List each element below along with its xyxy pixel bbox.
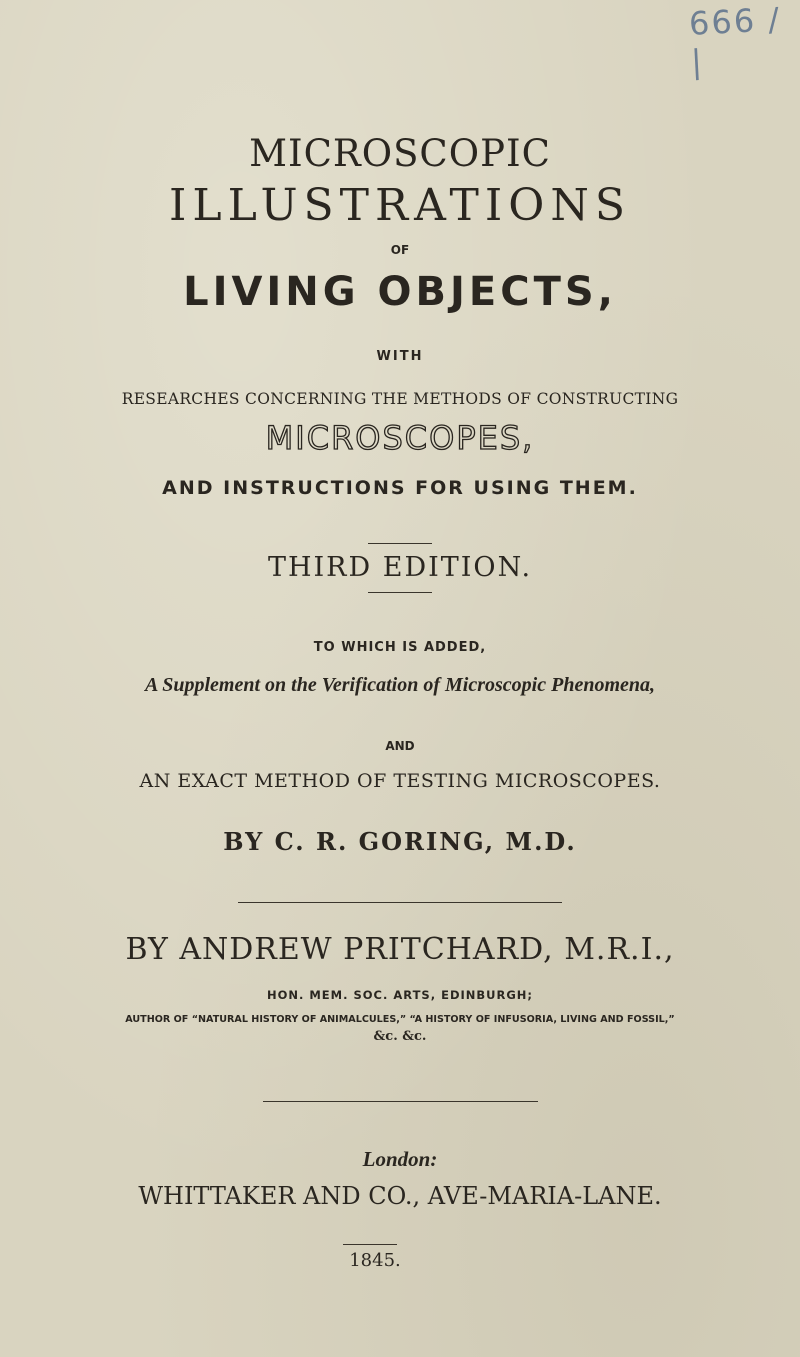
title-line-microscopic: MICROSCOPIC xyxy=(249,132,551,175)
title-line-microscopes: MICROSCOPES, xyxy=(265,419,535,457)
author-etc: &c. &c. xyxy=(373,1029,427,1044)
divider-wide-2 xyxy=(263,1101,538,1102)
author-honours: HON. MEM. SOC. ARTS, EDINBURGH; xyxy=(266,988,534,1002)
imprint-city: London: xyxy=(362,1147,438,1171)
divider-short-1 xyxy=(368,543,432,544)
title-line-living-objects: LIVING OBJECTS, xyxy=(183,269,617,315)
supplement-intro: TO WHICH IS ADDED, xyxy=(313,640,487,655)
supplement-testing: AN EXACT METHOD OF TESTING MICROSCOPES. xyxy=(139,770,661,792)
divider-wide-1 xyxy=(238,902,562,903)
author-works: AUTHOR OF “NATURAL HISTORY OF ANIMALCULES,” “A HISTORY OF INFUSORIA, LIVING AND FOSSIL,” xyxy=(125,1014,675,1025)
title-line-illustrations: ILLUSTRATIONS xyxy=(169,180,631,231)
title-line-instructions: AND INSTRUCTIONS FOR USING THEM. xyxy=(162,477,638,499)
shelfmark-annotation: 666 / | xyxy=(688,0,782,81)
title-with: WITH xyxy=(376,349,424,364)
divider-short-2 xyxy=(368,592,432,593)
supplement-and: AND xyxy=(385,739,415,753)
title-of: OF xyxy=(390,243,410,257)
supplement-title: A Supplement on the Verification of Microscopic Phenomena, xyxy=(144,674,656,696)
author-name: BY ANDREW PRITCHARD, M.R.I., xyxy=(125,932,675,967)
divider-short-3 xyxy=(343,1244,397,1245)
title-line-researches: RESEARCHES CONCERNING THE METHODS OF CONSTRUCTING xyxy=(121,390,679,408)
imprint-publisher: WHITTAKER AND CO., AVE-MARIA-LANE. xyxy=(138,1182,662,1210)
imprint-year: 1845. xyxy=(349,1250,401,1271)
edition-heading: THIRD EDITION. xyxy=(267,552,533,583)
goring-credit: BY C. R. GORING, M.D. xyxy=(223,827,577,856)
